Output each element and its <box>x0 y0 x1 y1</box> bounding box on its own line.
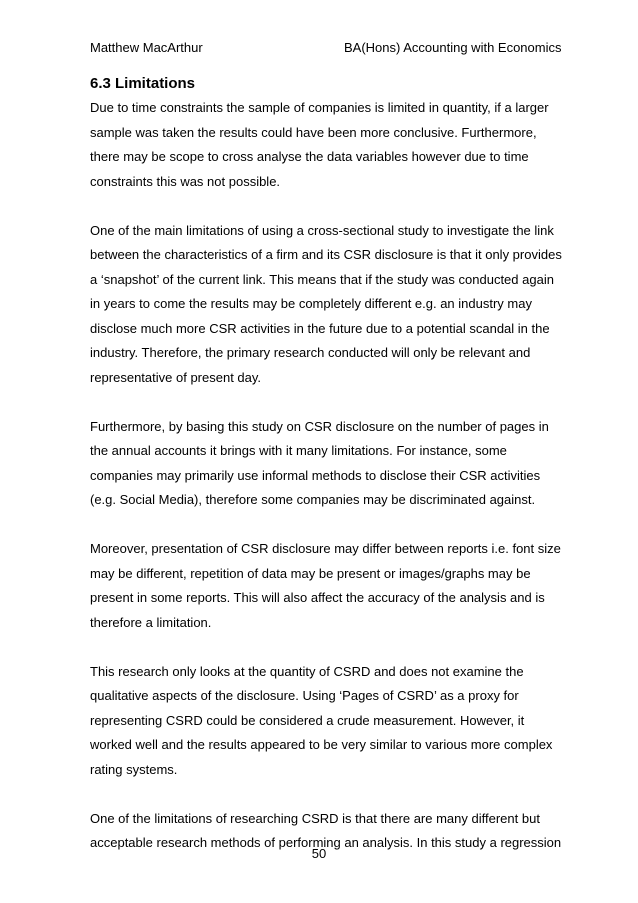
paragraph-research-methods: One of the limitations of researching CSRD is that there are many different but acceptable research methods of performing an analysis. In this study a regression <box>90 810 562 850</box>
header-author: Matthew MacArthur <box>90 40 203 55</box>
section-heading: 6.3 Limitations <box>90 75 196 92</box>
paragraph-time-constraints: Due to time constraints the sample of companies is limited in quantity, if a larger sample was taken the results could have been more conclusive. Furthermore, there may be scope to cross analyse the data variables however due to time constraints this was not possible. <box>90 100 549 189</box>
paragraph-quantity-only: This research only looks at the quantity of CSRD and does not examine the qualitative aspects of the disclosure. Using ‘Pages of CSRD’ as a proxy for representing CSRD could be considered a crude measurement. However, it worked well and the results appeared to be very similar to various more complex rating systems. <box>90 663 553 777</box>
paragraph-cross-sectional: One of the main limitations of using a cross-sectional study to investigate the link between the characteristics of a firm and its CSR disclosure is that it only provides a ‘snapshot’ of the current link. This means that if the study was conducted again in years to come the results may be completely different e.g. an industry may disclose much more CSR activities in the future due to a potential scandal in the industry. Therefore, the primary research conducted will only be relevant and representative of present day. <box>90 222 562 385</box>
page-number: 50 <box>311 846 327 861</box>
paragraph-page-count-method: Furthermore, by basing this study on CSR disclosure on the number of pages in the annual accounts it brings with it many limitations. For instance, some companies may primarily use informal methods to disclose their CSR activities (e.g. Social Media), therefore some companies may be discriminated against. <box>90 418 549 507</box>
header-course: BA(Hons) Accounting with Economics <box>344 40 562 55</box>
page-body <box>90 74 570 880</box>
paragraph-presentation: Moreover, presentation of CSR disclosure may differ between reports i.e. font size may be different, repetition of data may be present or images/graphs may be present in some reports. This will also affect the accuracy of the analysis and is therefore a limitation. <box>90 541 561 630</box>
